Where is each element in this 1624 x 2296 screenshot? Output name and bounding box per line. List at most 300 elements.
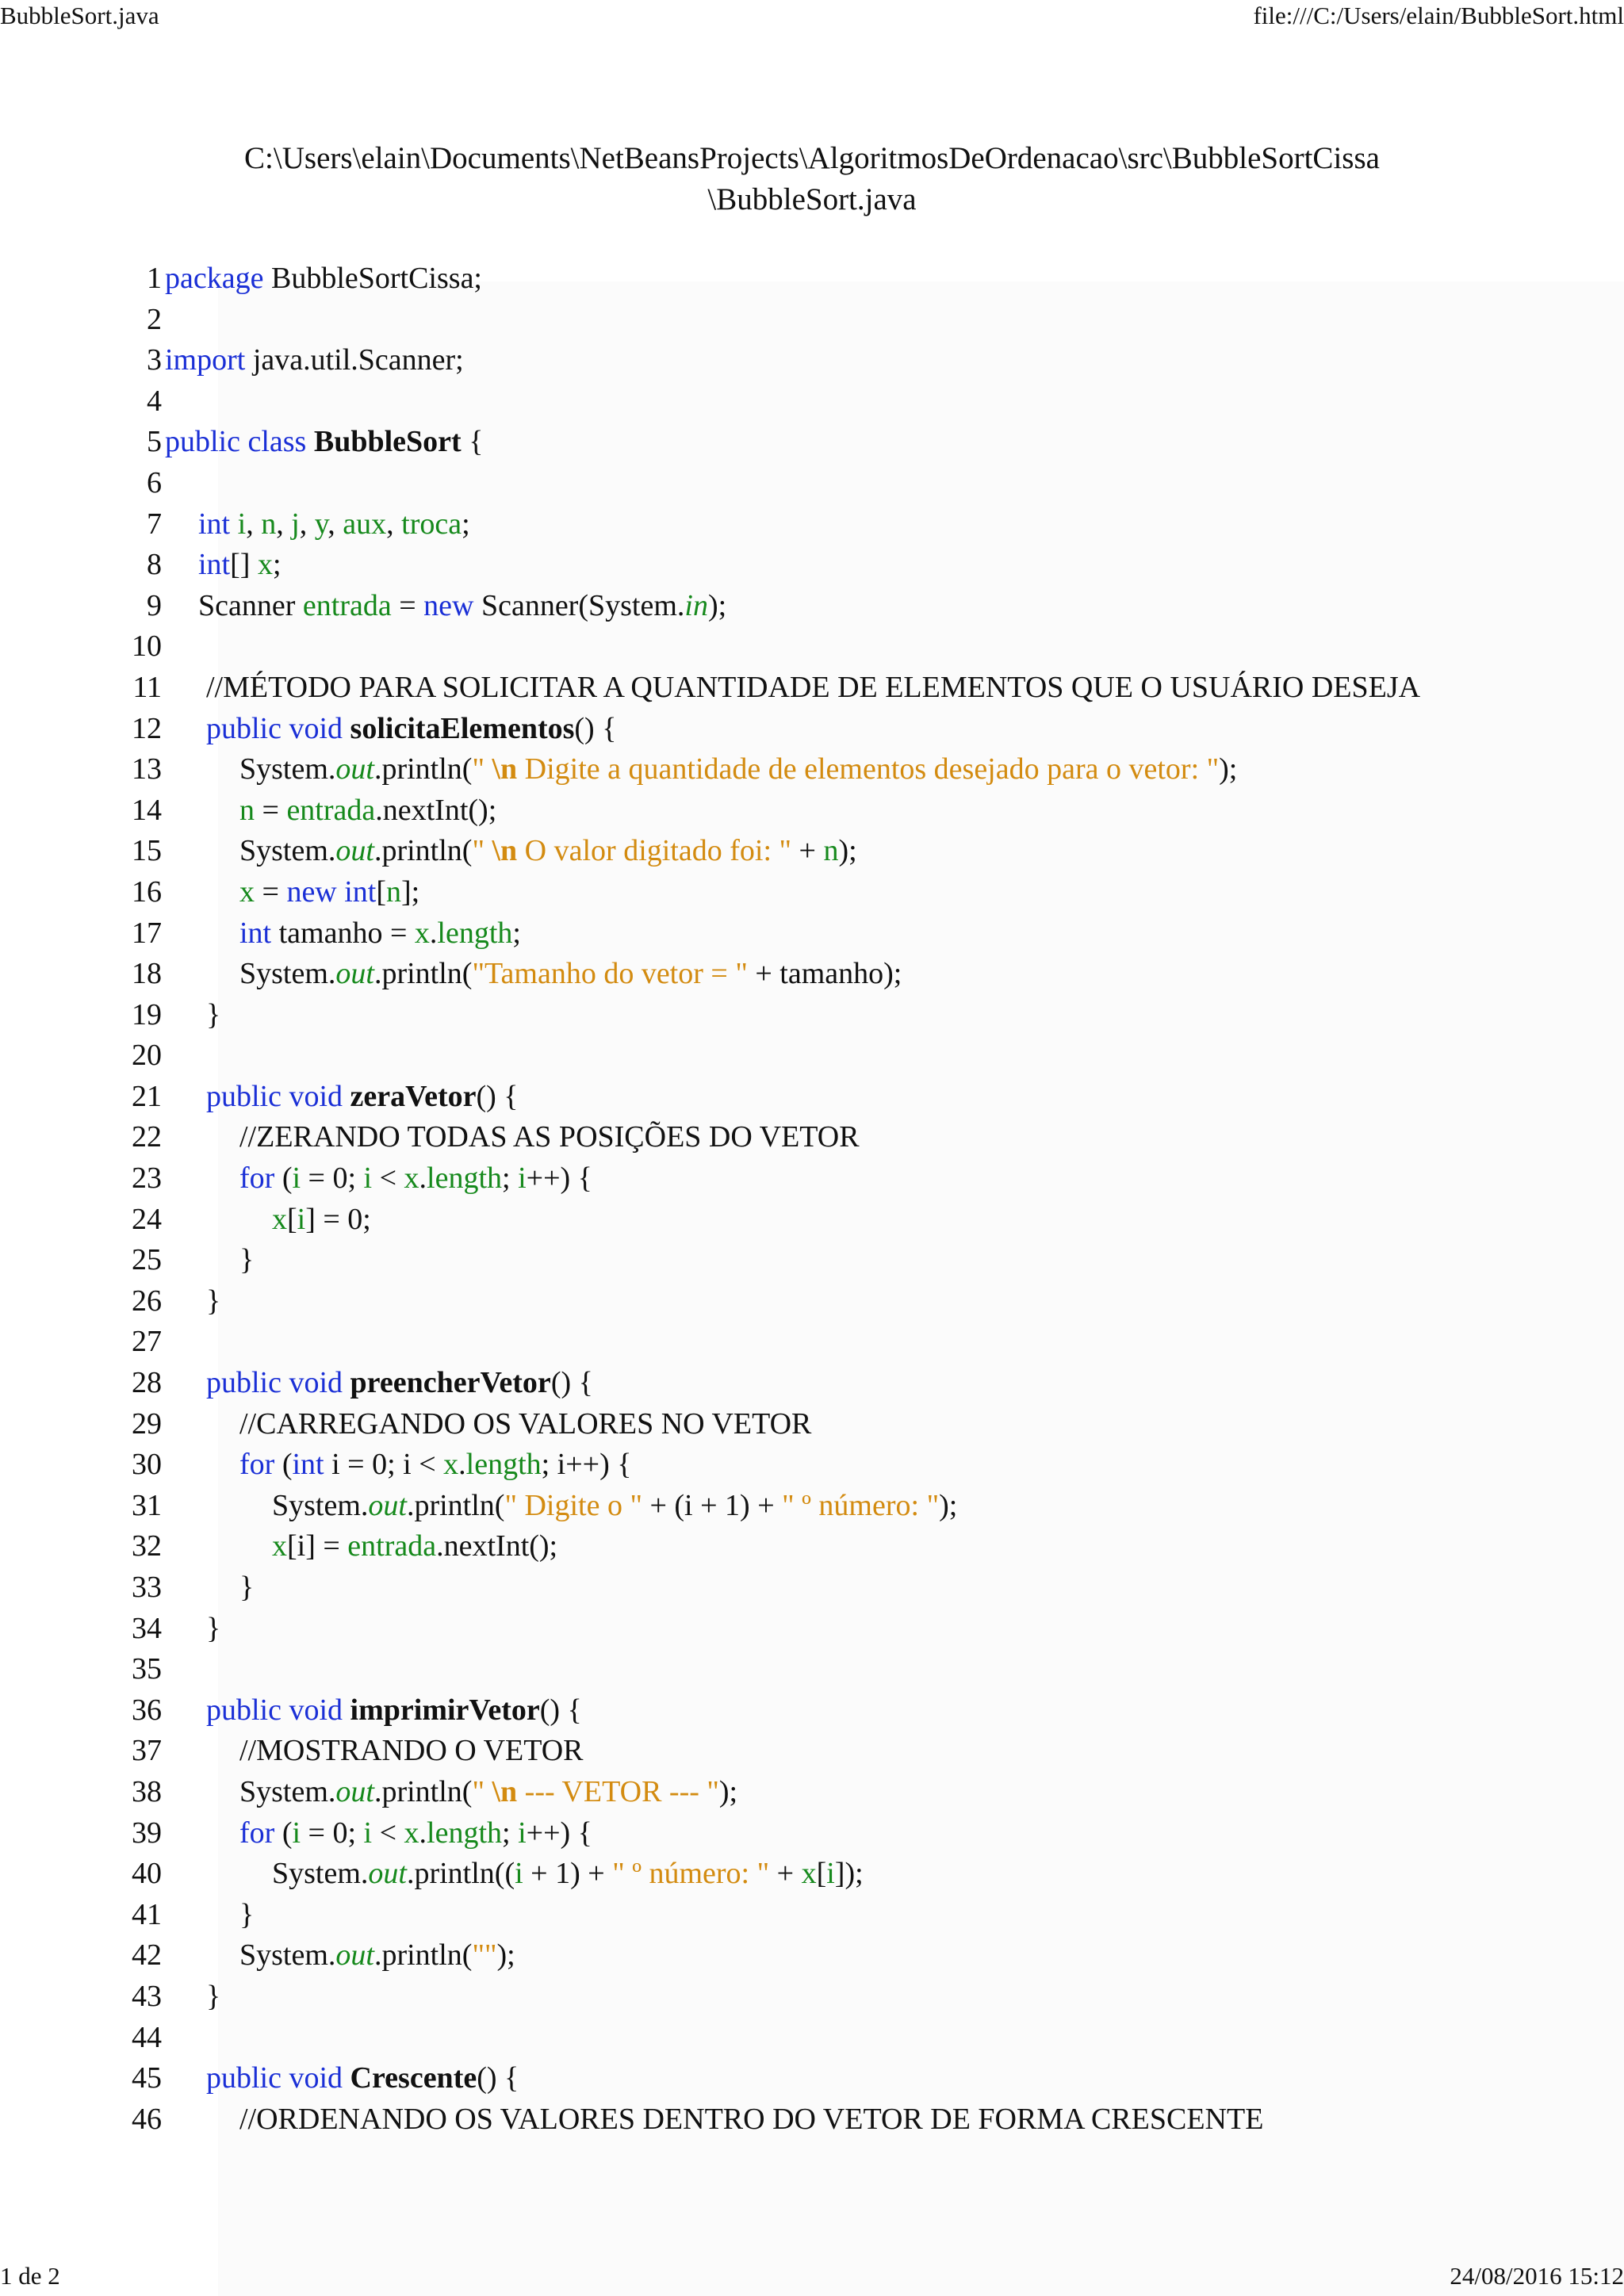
- code-token: ] = 0;: [305, 1202, 371, 1236]
- code-token: }: [206, 997, 221, 1031]
- field-token: out: [335, 1938, 374, 1973]
- string-token: O valor digitado foi: ": [517, 834, 792, 868]
- line-number: 19: [132, 997, 162, 1031]
- string-token: ": [472, 834, 492, 868]
- line-number: 11: [132, 670, 162, 704]
- code-text: [206, 2058, 519, 2099]
- code-token: //ORDENANDO OS VALORES DENTRO DO VETOR DE FORMA CRESCENTE: [239, 2102, 1264, 2136]
- keyword-token: new: [423, 588, 474, 622]
- code-line: [0, 300, 1505, 341]
- code-text: [239, 2099, 1263, 2141]
- code-token: ,: [386, 507, 402, 541]
- code-text: [206, 709, 616, 750]
- code-token: .println(: [406, 1488, 505, 1522]
- field-token: x: [801, 1857, 817, 1891]
- keyword-token: new int: [286, 874, 377, 909]
- line-number: 26: [132, 1284, 162, 1318]
- code-token: tamanho =: [271, 916, 415, 950]
- line-number: 42: [132, 1938, 162, 1973]
- line-number: 33: [132, 1571, 162, 1604]
- code-text: [206, 1690, 582, 1732]
- code-text: [239, 1935, 515, 1976]
- code-token: .: [429, 916, 438, 950]
- code-token: =: [255, 874, 287, 909]
- keyword-token: public void: [206, 1079, 350, 1113]
- field-token: i: [297, 1202, 306, 1236]
- code-token: .println(: [373, 957, 473, 991]
- field-token: out: [368, 1488, 407, 1522]
- field-token: length: [465, 1448, 542, 1482]
- line-number: 31: [132, 1488, 162, 1522]
- code-token: }: [239, 1571, 255, 1604]
- code-line: [0, 1486, 1505, 1527]
- code-token: [: [287, 1202, 297, 1236]
- code-token: ,: [276, 507, 292, 541]
- code-line: [0, 995, 1505, 1036]
- string-token: " º número: ": [782, 1488, 940, 1522]
- keyword-token: public void: [206, 2061, 350, 2095]
- string-token: ": [472, 1774, 492, 1808]
- code-token: Scanner: [198, 588, 303, 622]
- code-token: ,: [327, 507, 343, 541]
- code-text: [239, 1813, 592, 1854]
- code-text: [272, 1526, 557, 1567]
- code-text: [198, 545, 282, 586]
- code-text: [206, 1281, 220, 1322]
- field-token: out: [335, 957, 374, 991]
- code-token: );: [496, 1938, 515, 1973]
- code-token: ; i++) {: [541, 1448, 632, 1482]
- keyword-token: public void: [206, 711, 350, 745]
- line-number: 36: [132, 1693, 162, 1727]
- code-line: [0, 1200, 1505, 1241]
- code-line: [0, 1690, 1505, 1732]
- line-number: 27: [132, 1325, 162, 1359]
- code-token: ;: [462, 507, 470, 541]
- code-line: [0, 1158, 1505, 1200]
- field-token: j: [291, 507, 300, 541]
- code-token: .: [419, 1816, 427, 1850]
- code-listing: [0, 258, 1505, 2142]
- code-token: () {: [477, 2061, 519, 2095]
- code-token: }: [239, 1243, 255, 1277]
- string-token: \n: [492, 834, 518, 868]
- code-token: [: [376, 874, 387, 909]
- field-token: x: [239, 874, 255, 909]
- code-line: [0, 463, 1505, 504]
- field-token: entrada: [302, 588, 392, 622]
- line-number: 23: [132, 1161, 162, 1196]
- code-token: <: [372, 1161, 404, 1196]
- code-token: .println(: [373, 1938, 473, 1973]
- code-text: [206, 1077, 519, 1118]
- code-token: }: [239, 1897, 255, 1931]
- code-token: }: [206, 1611, 221, 1645]
- code-text: [239, 1772, 737, 1813]
- code-token: );: [718, 1774, 738, 1808]
- line-number: 21: [132, 1079, 162, 1113]
- code-text: [272, 1854, 864, 1895]
- line-number: 32: [132, 1529, 162, 1563]
- line-number: 3: [147, 343, 162, 377]
- string-token: \n: [492, 1774, 518, 1808]
- field-token: n: [261, 507, 277, 541]
- code-token: );: [838, 834, 857, 868]
- code-text: [206, 1609, 220, 1650]
- code-token: <: [372, 1816, 404, 1850]
- print-header-title: BubbleSort.java: [0, 2, 159, 29]
- code-line: [0, 709, 1505, 750]
- line-number: 8: [147, 548, 162, 582]
- code-token: (: [274, 1816, 293, 1850]
- line-number: 34: [132, 1611, 162, 1645]
- code-token: [: [816, 1857, 827, 1891]
- code-token: () {: [539, 1693, 582, 1727]
- method-name-token: imprimirVetor: [350, 1693, 540, 1727]
- keyword-token: int: [198, 507, 238, 541]
- keyword-token: public void: [206, 1693, 350, 1727]
- code-line: [0, 381, 1505, 423]
- field-token: length: [437, 916, 513, 950]
- code-line: [0, 626, 1505, 668]
- code-line: [0, 1077, 1505, 1118]
- code-line: [0, 872, 1505, 913]
- line-number: 39: [132, 1816, 162, 1850]
- line-number: 24: [132, 1202, 162, 1236]
- line-number: 25: [132, 1243, 162, 1277]
- string-token: \n: [492, 752, 518, 786]
- code-token: System.: [272, 1488, 369, 1522]
- print-header-url: file:///C:/Users/elain/BubbleSort.html: [1253, 2, 1624, 29]
- line-number: 2: [147, 302, 162, 336]
- file-path-line-2: \BubbleSort.java: [707, 182, 917, 216]
- code-text: [239, 790, 496, 832]
- line-number: 46: [132, 2102, 162, 2136]
- field-token: i: [292, 1161, 301, 1196]
- keyword-token: public void: [206, 1366, 350, 1400]
- code-line: [0, 668, 1505, 709]
- field-token: i: [292, 1816, 301, 1850]
- code-token: () {: [574, 711, 617, 745]
- code-token: + tamanho);: [747, 957, 902, 991]
- field-token: n: [239, 793, 255, 827]
- line-number: 20: [132, 1039, 162, 1073]
- line-number: 9: [147, 588, 162, 622]
- code-line: [0, 1281, 1505, 1322]
- code-line: [0, 586, 1505, 627]
- code-line: [0, 1035, 1505, 1077]
- file-path-line-1: C:\Users\elain\Documents\NetBeansProjects\AlgoritmosDeOrdenacao\src\BubbleSortCissa: [244, 141, 1380, 175]
- line-number: 37: [132, 1734, 162, 1768]
- code-token: System.: [272, 1857, 369, 1891]
- code-line: [0, 831, 1505, 872]
- field-token: out: [335, 752, 374, 786]
- code-text: [239, 913, 521, 955]
- field-token: i: [237, 507, 247, 541]
- field-token: i: [363, 1816, 373, 1850]
- line-number: 43: [132, 1979, 162, 2013]
- keyword-token: package: [165, 262, 271, 295]
- code-line: [0, 1404, 1505, 1445]
- code-line: [0, 1772, 1505, 1813]
- line-number: 12: [132, 711, 162, 745]
- line-number: 14: [132, 793, 162, 827]
- code-line: [0, 258, 1505, 300]
- line-number: 30: [132, 1448, 162, 1482]
- code-line: [0, 2099, 1505, 2141]
- code-line: [0, 504, 1505, 545]
- field-token: length: [427, 1161, 503, 1196]
- line-number: 15: [132, 834, 162, 868]
- code-token: [i] =: [287, 1529, 348, 1563]
- code-token: }: [206, 1284, 221, 1318]
- code-token: //CARREGANDO OS VALORES NO VETOR: [239, 1406, 812, 1441]
- code-line: [0, 1526, 1505, 1567]
- code-token: +: [769, 1857, 802, 1891]
- keyword-token: public class: [165, 425, 314, 459]
- code-line: [0, 749, 1505, 790]
- field-token: n: [823, 834, 839, 868]
- line-number: 22: [132, 1120, 162, 1154]
- code-token: .println((: [406, 1857, 515, 1891]
- code-text: [239, 872, 419, 913]
- code-token: (: [274, 1448, 293, 1482]
- code-text: [198, 586, 726, 627]
- field-token: x: [404, 1816, 419, 1850]
- code-token: ++) {: [526, 1161, 592, 1196]
- code-token: ;: [272, 548, 282, 582]
- code-text: [239, 749, 1237, 790]
- code-token: .: [458, 1448, 466, 1482]
- string-token: ": [472, 752, 492, 786]
- code-token: +: [791, 834, 824, 868]
- field-token: aux: [343, 507, 387, 541]
- code-token: ]);: [834, 1857, 864, 1891]
- code-text: [206, 995, 220, 1036]
- method-name-token: zeraVetor: [350, 1079, 477, 1113]
- field-token: x: [272, 1529, 287, 1563]
- code-line: [0, 1363, 1505, 1404]
- field-token: n: [386, 874, 402, 909]
- field-token: entrada: [286, 793, 376, 827]
- code-text: [165, 258, 482, 300]
- print-timestamp: 24/08/2016 15:12: [1450, 2262, 1624, 2290]
- code-token: ,: [299, 507, 315, 541]
- code-line: [0, 1731, 1505, 1772]
- code-token: java.util.Scanner;: [252, 343, 464, 377]
- method-name-token: solicitaElementos: [350, 711, 575, 745]
- code-text: [165, 340, 464, 381]
- code-line: [0, 954, 1505, 995]
- code-text: [239, 1731, 584, 1772]
- code-line: [0, 2058, 1505, 2099]
- code-line: [0, 1854, 1505, 1895]
- code-token: .: [419, 1161, 427, 1196]
- page-number: 1 de 2: [0, 2262, 60, 2290]
- line-number: 28: [132, 1366, 162, 1400]
- code-token: + 1) +: [523, 1857, 613, 1891]
- line-number: 10: [132, 629, 162, 664]
- code-token: ;: [502, 1161, 519, 1196]
- line-number: 16: [132, 874, 162, 909]
- code-line: [0, 913, 1505, 955]
- code-token: = 0;: [301, 1161, 364, 1196]
- code-text: [239, 1445, 632, 1486]
- code-token: ];: [401, 874, 420, 909]
- string-token: Digite a quantidade de elementos desejado para o vetor: ": [517, 752, 1220, 786]
- line-number: 1: [147, 262, 162, 295]
- line-number: 4: [147, 384, 162, 418]
- line-number: 44: [132, 2020, 162, 2054]
- code-token: .nextInt();: [436, 1529, 558, 1563]
- code-token: );: [939, 1488, 958, 1522]
- code-text: [272, 1200, 371, 1241]
- line-number: 40: [132, 1857, 162, 1891]
- code-line: [0, 1322, 1505, 1363]
- code-text: [198, 504, 470, 545]
- field-token: length: [427, 1816, 503, 1850]
- code-line: [0, 2018, 1505, 2059]
- code-token: + (i + 1) +: [642, 1488, 783, 1522]
- code-token: (: [274, 1161, 293, 1196]
- code-token: System.: [239, 1774, 336, 1808]
- code-token: );: [1219, 752, 1238, 786]
- keyword-token: int: [292, 1448, 324, 1482]
- keyword-token: import: [165, 343, 253, 377]
- code-text: [165, 422, 483, 463]
- field-token: x: [272, 1202, 287, 1236]
- code-token: ;: [512, 916, 521, 950]
- line-number: 29: [132, 1406, 162, 1441]
- code-token: //MOSTRANDO O VETOR: [239, 1734, 584, 1768]
- line-number: 6: [147, 465, 162, 499]
- code-text: [272, 1486, 957, 1527]
- code-line: [0, 1976, 1505, 2018]
- code-line: [0, 1117, 1505, 1158]
- code-token: System.: [239, 834, 336, 868]
- field-token: i: [518, 1161, 527, 1196]
- field-token: x: [414, 916, 430, 950]
- code-text: [206, 1976, 220, 2018]
- code-text: [239, 831, 857, 872]
- code-line: [0, 1567, 1505, 1609]
- keyword-token: int: [239, 916, 272, 950]
- keyword-token: for: [239, 1816, 275, 1850]
- field-token: y: [314, 507, 328, 541]
- string-token: "": [472, 1938, 497, 1973]
- code-token: System.: [239, 1938, 336, 1973]
- code-token: //MÉTODO PARA SOLICITAR A QUANTIDADE DE ELEMENTOS QUE O USUÁRIO DESEJA: [206, 670, 1421, 704]
- field-token: out: [335, 1774, 374, 1808]
- line-number: 18: [132, 957, 162, 991]
- code-token: BubbleSort: [313, 425, 462, 459]
- keyword-token: for: [239, 1161, 275, 1196]
- code-line: [0, 340, 1505, 381]
- code-token: ,: [246, 507, 262, 541]
- line-number: 45: [132, 2061, 162, 2095]
- code-token: System.: [239, 752, 336, 786]
- field-token: i: [518, 1816, 527, 1850]
- field-token: i: [826, 1857, 835, 1891]
- field-token: i: [515, 1857, 523, 1891]
- code-line: [0, 1240, 1505, 1281]
- method-name-token: Crescente: [350, 2061, 477, 2095]
- code-text: [239, 1117, 860, 1158]
- code-token: {: [461, 425, 484, 459]
- line-number: 7: [147, 507, 162, 541]
- code-text: [206, 1363, 593, 1404]
- code-token: =: [255, 793, 287, 827]
- code-line: [0, 1445, 1505, 1486]
- code-token: Scanner(System.: [473, 588, 685, 622]
- code-token: }: [206, 1979, 221, 2013]
- field-token: out: [368, 1857, 407, 1891]
- code-text: [239, 1240, 254, 1281]
- method-name-token: preencherVetor: [350, 1366, 551, 1400]
- code-text: [239, 954, 902, 995]
- code-token: .println(: [373, 834, 473, 868]
- code-line: [0, 545, 1505, 586]
- code-token: = 0;: [301, 1816, 364, 1850]
- code-token: BubbleSortCissa;: [270, 262, 482, 295]
- code-token: () {: [550, 1366, 593, 1400]
- line-number: 41: [132, 1897, 162, 1931]
- code-token: System.: [239, 957, 336, 991]
- code-text: [239, 1895, 254, 1936]
- field-token: x: [404, 1161, 419, 1196]
- string-token: "Tamanho do vetor = ": [472, 957, 748, 991]
- line-number: 38: [132, 1774, 162, 1808]
- code-token: []: [230, 548, 258, 582]
- code-token: );: [707, 588, 727, 622]
- code-line: [0, 1813, 1505, 1854]
- code-token: .println(: [373, 752, 473, 786]
- code-token: i = 0; i <: [324, 1448, 444, 1482]
- code-token: .nextInt();: [375, 793, 497, 827]
- string-token: --- VETOR --- ": [517, 1774, 719, 1808]
- line-number: 35: [132, 1652, 162, 1686]
- keyword-token: for: [239, 1448, 275, 1482]
- field-token: x: [257, 548, 273, 582]
- code-token: () {: [476, 1079, 519, 1113]
- code-token: //ZERANDO TODAS AS POSIÇÕES DO VETOR: [239, 1120, 860, 1154]
- code-text: [239, 1158, 592, 1200]
- code-line: [0, 422, 1505, 463]
- code-line: [0, 1649, 1505, 1690]
- field-token: entrada: [347, 1529, 437, 1563]
- code-line: [0, 1935, 1505, 1976]
- string-token: " Digite o ": [504, 1488, 642, 1522]
- code-token: =: [391, 588, 424, 622]
- code-token: .println(: [373, 1774, 473, 1808]
- code-token: ++) {: [526, 1816, 592, 1850]
- code-text: [239, 1567, 254, 1609]
- code-line: [0, 790, 1505, 832]
- field-token: in: [684, 588, 708, 622]
- code-line: [0, 1609, 1505, 1650]
- code-text: [239, 1404, 811, 1445]
- string-token: " º número: ": [612, 1857, 770, 1891]
- field-token: out: [335, 834, 374, 868]
- field-token: x: [443, 1448, 459, 1482]
- field-token: i: [363, 1161, 373, 1196]
- code-text: [206, 668, 1420, 709]
- keyword-token: int: [198, 548, 231, 582]
- code-line: [0, 1895, 1505, 1936]
- line-number: 13: [132, 752, 162, 786]
- line-number: 17: [132, 916, 162, 950]
- line-number: 5: [147, 425, 162, 459]
